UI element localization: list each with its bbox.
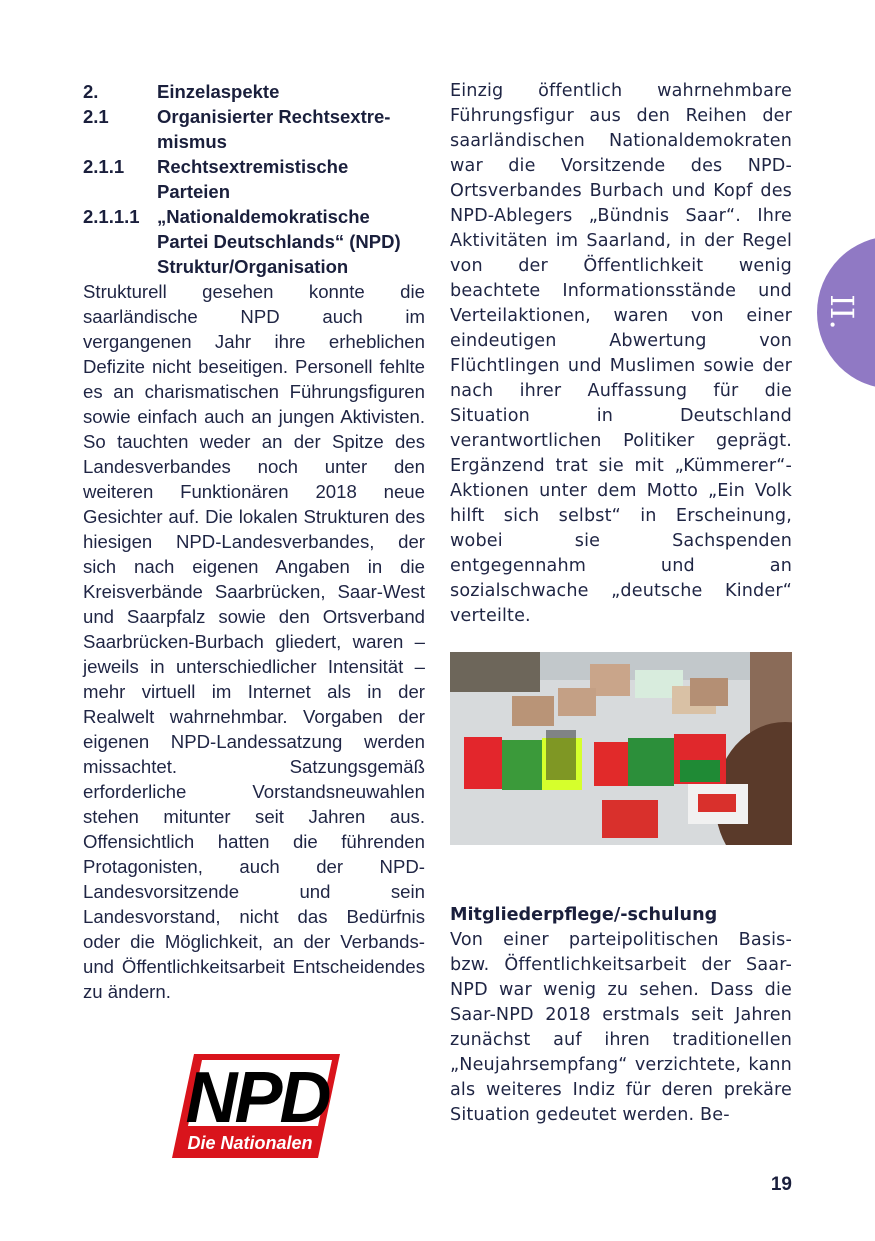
left-paragraph: Strukturell gesehen konnte die saarländische NPD auch im vergangenen Jahr ihre erheblichen Defizite nicht beseitigen. Personell fehlte es an charismatischen Führungsfiguren sowie einfach auch an jungen Aktivisten. So tauchten weder an der Spitze des Landesverbandes noch unter den weiteren Funktionären 2018 neue Gesichter auf. Die lokalen Strukturen des hiesigen NPD-Landesverbandes, der sich nach eigenen Angaben in die Kreisverbände Saarbrücken, Saar-West und Saarpfalz sowie den Ortsverband Saarbrücken-Burbach gliedert, waren – jeweils in unterschiedlicher Intensität – mehr virtuell im Internet als in der Realwelt wahrnehmbar. Vorgaben der eigenen NPD-Landessatzung werden missachtet. Satzungsgemäß erforderliche Vorstandsneuwahlen stehen mitunter seit Jahren aus. Offensichtlich hatten die führenden Protagonisten, auch der NPD-Landesvorsitzende und sein Landesvorstand, nicht das Bedürfnis oder die Möglichkeit, an der Verbands- und Öffentlichkeitsarbeit Entscheidendes zu ändern.: [83, 281, 425, 1002]
right-section-2: [450, 928, 792, 1128]
heading-text: Einzelaspekte: [157, 81, 280, 102]
right-column: [450, 79, 792, 629]
logo-npd-text: NPD: [185, 1058, 329, 1138]
heading-number: 2.: [83, 81, 99, 102]
heading-row: [83, 154, 425, 204]
right-paragraph-1: Einzig öffentlich wahrnehmbare Führungsfigur aus den Reihen der saarländischen Nationaldemokraten war die Vorsitzende des NPD-Ortsverbandes Burbach und Kopf des NPD-Ablegers „Bündnis Saar“. Ihre Aktivitäten im Saarland, in der Regel von der Öffentlichkeit wenig beachtete Informationsstände und Verteilaktionen, waren von einer eindeutigen Abwertung von Flüchtlingen und Muslimen sowie der nach ihrer Auffassung für die Situation in Deutschland verantwortlichen Politiker geprägt. Ergänzend trat sie mit „Kümmerer“-Aktionen unter dem Motto „Ein Volk hilft sich selbst“ in Erscheinung, wobei sie Sachspenden entgegennahm und an sozialschwache „deutsche Kinder“ verteilte.: [450, 81, 792, 626]
left-column: [83, 79, 425, 1004]
npd-logo: [172, 1054, 340, 1158]
subheading-mitgliederpflege: Mitgliederpflege/-schulung: [450, 905, 718, 925]
heading-number: 2.1.1: [83, 156, 125, 177]
right-paragraph-2: Von einer parteipolitischen Basis- bzw. Öffentlichkeitsarbeit der Saar-NPD war wenig zu sehen. Dass die Saar-NPD 2018 erstmals seit Jahren zunächst auf ihren traditionellen „Neujahrsempfang“ verzichtete, kann als weiteres Indiz für deren prekäre Situation gedeutet werden. Be-: [450, 930, 792, 1125]
chapter-tab-label: II.: [823, 294, 861, 330]
heading-number: 2.1.1.1: [83, 206, 140, 227]
heading-text: „Nationaldemokratische Partei Deutschlands“ (NPD) Struktur/Organisation: [157, 206, 401, 277]
page-number: 19: [770, 1174, 792, 1195]
heading-number: 2.1: [83, 106, 109, 127]
photo-illustration: [450, 652, 792, 845]
npd-logo-graphic: [172, 1054, 340, 1158]
heading-row: [83, 204, 425, 279]
logo-subtitle: Die Nationalen: [187, 1133, 313, 1153]
heading-row: [83, 79, 425, 104]
heading-text: Organisierter Rechtsextre- mismus: [157, 106, 391, 152]
heading-text: Rechtsextremistische Parteien: [157, 156, 349, 202]
section-headings: [83, 79, 425, 279]
heading-row: [83, 104, 425, 154]
photo-leaflets-on-table: [450, 652, 792, 845]
